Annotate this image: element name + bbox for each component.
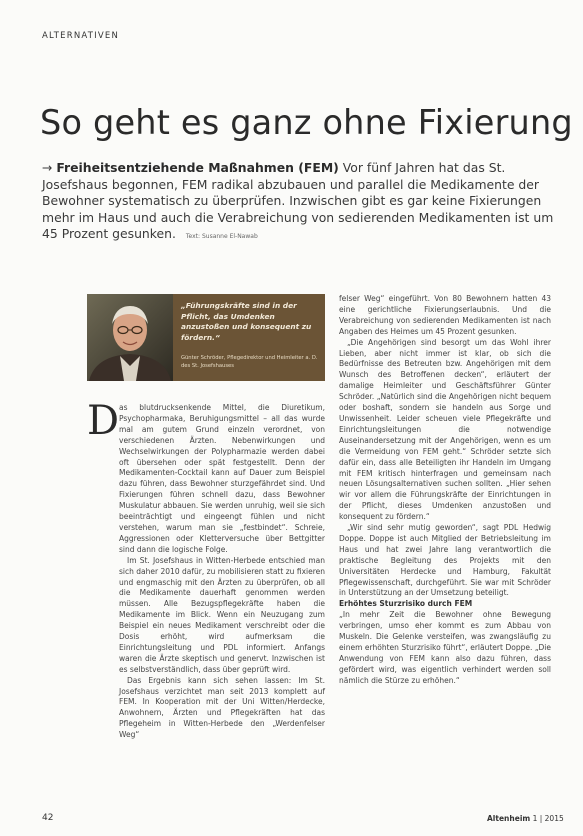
paragraph: „Wir sind sehr mutig geworden“, sagt PDL Hedwig Doppe. Doppe ist auch Mitglied der Betriebsleitung im Haus und hat zwei Jahre lang verantwortlich die praktische Begleitung des Projekts mit den Universitäten Herdecke und Hamburg, Fakultät Pflegewissenschaft, durchgeführt. Sie war mit Schröder in Unterstützung an der Umsetzung beteiligt. [339, 523, 551, 598]
drop-cap: D [87, 398, 120, 444]
subheading: Erhöhtes Sturzrisiko durch FEM [339, 599, 473, 609]
article-title: So geht es ganz ohne Fixierung [40, 103, 573, 142]
portrait-image [87, 294, 173, 381]
paragraph: felser Weg“ eingeführt. Von 80 Bewohnern hatten 43 eine gerichtliche Fixierungserlaubnis. Und die Verabreichung von sedierenden Medikamenten ist nach Angaben des Heimes um 45 Prozent gesunken. [339, 294, 551, 336]
paragraph: as blutdrucksenkende Mittel, die Diuretikum, Psychopharmaka, Beruhigungsmittel – all das wurde mal am gutem Grund einzeln verordnet, von verschiedenen Ärzten. Nebenwirkungen und Wechselwirkungen der Polypharmazie werden dabei oft übersehen oder spät festgestellt. Denn der Medikamenten-Cocktail kann auf Dauer zum Beispiel dazu führen, dass Bewohner sturzgefährdet sind. Und Fixierungen führen schnell dazu, dass Bewohner Muskulatur abbauen. Sie werden unruhig, weil sie sich beeinträchtigt und eingeengt fühlen und nicht verstehen, warum man sie „festbindet“. Schreie, Aggressionen oder Kletterversuche über Bettgitter sind dann die logische Folge. [119, 403, 325, 554]
paragraph: „In mehr Zeit die Bewohner ohne Bewegung verbringen, umso eher kommt es zum Abbau von Muskeln. Die Gelenke versteifen, was zwangsläufig zu einem erhöhten Sturzrisiko führt“, erläutert Doppe. „Die Anwendung von FEM kann also dazu führen, dass gefördert wird, was eigentlich verhindert werden soll nämlich die Stürze zu erhöhen.“ [339, 610, 551, 685]
paragraph: „Die Angehörigen sind besorgt um das Wohl ihrer Lieben, aber nicht immer ist klar, ob sich die Bedürfnisse des Betreuten bzw. Angehörigen mit dem Wunsch des Betroffenen decken“, erläutert der damalige Heimleiter und Geschäftsführer Günter Schröder. „Natürlich sind die Angehörigen nicht bequem oder boshaft, sondern sie handeln aus Sorge und Unwissenheit. Leider scheuen viele Pflegekräfte und Einrichtungsleitungen die notwendige Auseinandersetzung mit der Angehörigen, wenn es um die Vermeidung von FEM geht.“ Schröder setzte sich dafür ein, dass alle Beteiligten ihr Handeln im Umgang mit FEM kritisch hinterfragen und gemeinsam nach neuen Lösungsalternativen suchen sollten. „Hier sehen wir vor allem die Führungskräfte der Einrichtungen in der Pflicht, dieses Umdenken anzustoßen und konsequent zu fördern.“ [339, 337, 551, 522]
author-credit: Text: Susanne El-Nawab [185, 233, 258, 241]
page-number: 42 [42, 813, 54, 823]
magazine-footer [487, 814, 564, 823]
arrow-icon: → [42, 160, 53, 175]
column-right [339, 294, 551, 687]
paragraph: Das Ergebnis kann sich sehen lassen: Im St. Josefshaus verzichtet man seit 2013 komplett auf FEM. In Kooperation mit der Uni Witten/Herdecke, Anwohnern, Ärzten und Pflegekräften hat das Pflegeheim in Witten-Herbede den „Werdenfelser Weg“ [119, 675, 325, 740]
pull-quote [173, 294, 325, 381]
article-lead [42, 160, 554, 246]
column-left [119, 403, 325, 741]
magazine-issue: 1 | 2015 [532, 814, 564, 823]
lead-text: Vor fünf Jahren hat das St. Josefshaus begonnen, FEM radikal abzubauen und parallel die Medikamente der Bewohner systematisch zu überprüfen. Inzwischen gibt es gar keine Fixierungen mehr im Haus und auch die Verabreichung von sedierenden Medikamenten ist um 45 Prozent gesunken. [42, 160, 554, 242]
paragraph: Im St. Josefshaus in Witten-Herbede entschied man sich daher 2010 dafür, zu mobilisieren statt zu fixieren und engmaschig mit den Ärzten zu überprüfen, ob all die Medikamente dauerhaft genommen werden müssen. Alle Bezugspflegekräfte haben die Medikamente im Blick. Wenn ein Neuzugang zum Beispiel ein neues Medikament verschreibt oder die Dosis erhöht, wird aufmerksam die Einrichtungsleitung und PDL informiert. Anfangs waren die Ärzte skeptisch und genervt. Inzwischen ist es selbstverständlich, dass über geprüft wird. [119, 555, 325, 674]
portrait-photo [87, 294, 173, 381]
pull-quote-source: Günter Schröder, Pflegedirektor und Heimleiter a. D. des St. Josefshauses [181, 355, 318, 369]
lead-keyword: Freiheitsentziehende Maßnahmen (FEM) [56, 160, 339, 175]
magazine-name: Altenheim [487, 814, 531, 823]
section-label: ALTERNATIVEN [42, 31, 120, 41]
pull-quote-text: „Führungskräfte sind in der Pflicht, das Umdenken anzustoßen und konsequent zu fördern.“ [181, 301, 312, 342]
